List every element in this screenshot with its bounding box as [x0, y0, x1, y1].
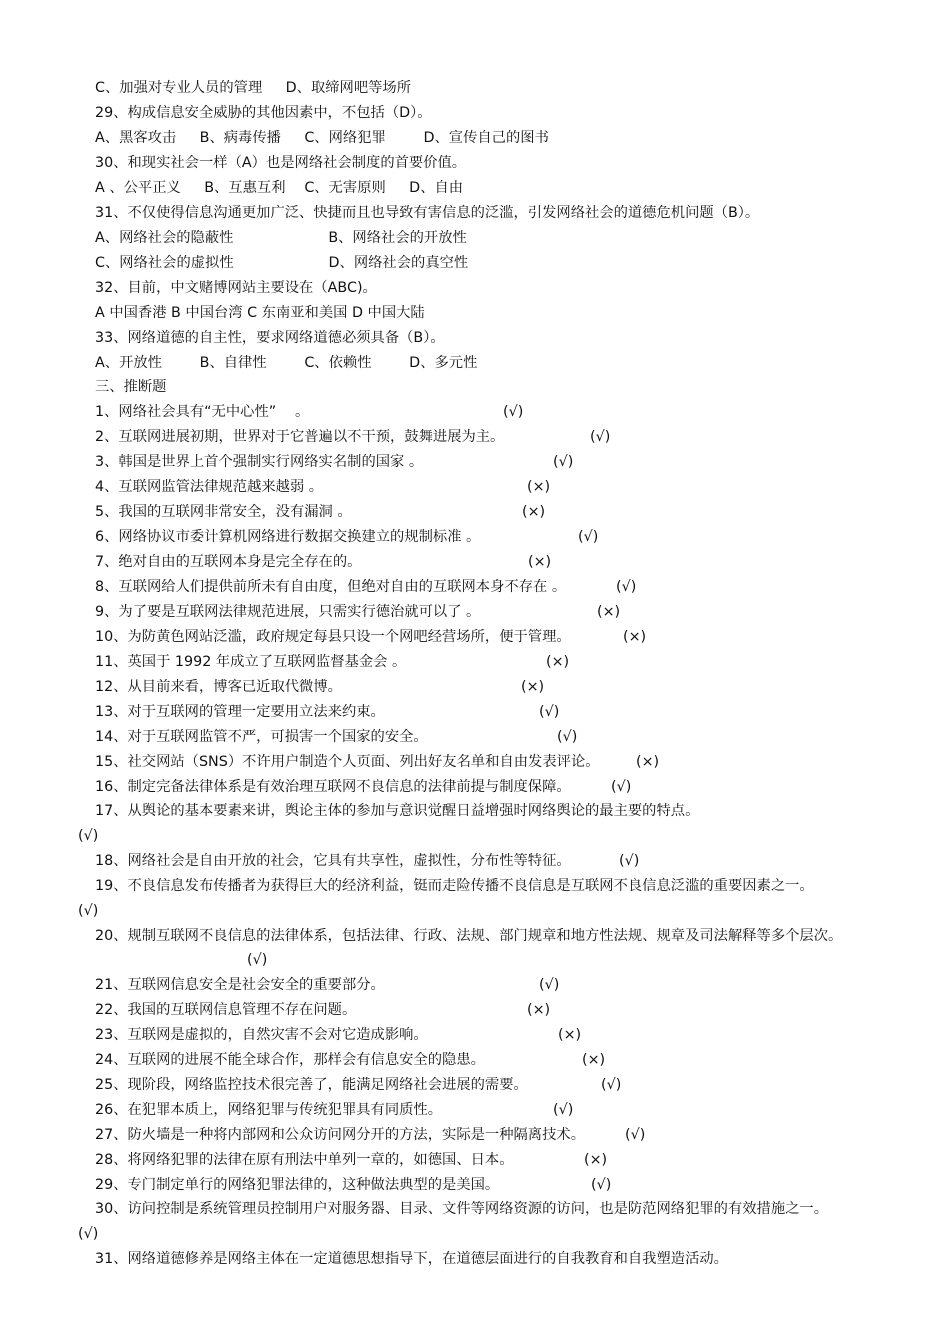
line-text: 14、对于互联网监管不严，可损害一个国家的安全。: [95, 729, 428, 745]
answer-line: [0, 1223, 950, 1245]
judgement-line: [0, 1198, 950, 1220]
line-text: 18、网络社会是自由开放的社会，它具有共享性，虚拟性，分布性等特征。: [95, 853, 571, 869]
line-text: 32、目前，中文赌博网站主要设在（ABC)。: [95, 280, 377, 296]
line-text: 11、英国于 1992 年成立了互联网监督基金会 。: [95, 654, 407, 670]
judgement-line: [0, 925, 950, 947]
line-text: A、开放性 B、自律性 C、依赖性 D、多元性: [95, 355, 478, 371]
answer-mark: (×): [584, 1152, 608, 1168]
judgement-line: [0, 601, 950, 623]
line-text: 26、在犯罪本质上，网络犯罪与传统犯罪具有同质性。: [95, 1102, 443, 1118]
line-text: 12、从目前来看，博客已近取代微博。: [95, 679, 342, 695]
line-text: 30、和现实社会一样（A）也是网络社会制度的首要价值。: [95, 155, 467, 171]
judgement-line: [0, 676, 950, 698]
line-text: 17、从舆论的基本要素来讲，舆论主体的参加与意识觉醒日益增强时网络舆论的最主要的特点。: [95, 803, 700, 819]
judgement-line: [0, 426, 950, 448]
answer-mark: (√): [591, 1177, 612, 1193]
answer-mark: (√): [619, 853, 640, 869]
judgement-line: [0, 776, 950, 798]
line-text: A、黑客攻击 B、病毒传播 C、网络犯罪 D、宣传自己的图书: [95, 130, 549, 146]
judgement-line: [0, 875, 950, 897]
answer-mark: (×): [546, 654, 570, 670]
judgement-line: [0, 1174, 950, 1196]
line-text: 25、现阶段，网络监控技术很完善了，能满足网络社会进展的需要。: [95, 1077, 528, 1093]
judgement-line: [0, 626, 950, 648]
line-text: 21、互联网信息安全是社会安全的重要部分。: [95, 977, 385, 993]
question-line: [0, 277, 950, 299]
text-line: [0, 77, 950, 99]
line-text: 24、互联网的进展不能全球合作，那样会有信息安全的隐患。: [95, 1052, 485, 1068]
answer-mark: (×): [527, 1002, 551, 1018]
answer-mark: (×): [582, 1052, 606, 1068]
question-line: [0, 152, 950, 174]
answer-mark: (×): [636, 754, 660, 770]
judgement-line: [0, 1074, 950, 1096]
answer-line: [0, 949, 950, 971]
judgement-line: [0, 701, 950, 723]
line-text: 4、互联网监管法律规范越来越弱 。: [95, 479, 324, 495]
answer-mark: (√): [539, 704, 560, 720]
answer-mark: (√): [78, 828, 99, 844]
options-line: [0, 352, 950, 374]
judgement-line: [0, 551, 950, 573]
line-text: 23、互联网是虚拟的，自然灾害不会对它造成影响。: [95, 1027, 428, 1043]
line-text: A 、公平正义 B、互惠互利 C、无害原则 D、自由: [95, 180, 464, 196]
answer-mark: (√): [503, 404, 524, 420]
judgement-line: [0, 451, 950, 473]
judgement-line: [0, 999, 950, 1021]
answer-mark: (√): [601, 1077, 622, 1093]
answer-mark: (√): [553, 1102, 574, 1118]
section-heading: [0, 376, 950, 398]
section-heading-text: 三、推断题: [95, 379, 167, 395]
line-text: 3、韩国是世界上首个强制实行网络实名制的国家 。: [95, 454, 424, 470]
answer-mark: (√): [557, 729, 578, 745]
judgement-line: [0, 476, 950, 498]
answer-mark: (√): [616, 579, 637, 595]
judgement-line: [0, 1248, 950, 1270]
judgement-line: [0, 501, 950, 523]
line-text: 29、构成信息安全威胁的其他因素中，不包括（D）。: [95, 105, 432, 121]
answer-mark: (√): [539, 977, 560, 993]
answer-mark: (×): [597, 604, 621, 620]
question-line: [0, 327, 950, 349]
answer-mark: (×): [522, 504, 546, 520]
answer-mark: (√): [590, 429, 611, 445]
line-text: 29、专门制定单行的网络犯罪法律的，这种做法典型的是美国。: [95, 1177, 500, 1193]
question-line: [0, 202, 950, 224]
judgement-line: [0, 726, 950, 748]
line-text: C、加强对专业人员的管理 D、取缔网吧等场所: [95, 80, 412, 96]
line-text: 1、网络社会具有“无中心性” 。: [95, 404, 310, 420]
line-text: A 中国香港 B 中国台湾 C 东南亚和美国 D 中国大陆: [95, 305, 425, 321]
judgement-line: [0, 751, 950, 773]
answer-mark: (×): [528, 554, 552, 570]
line-text: 15、社交网站（SNS）不许用户制造个人页面、列出好友名单和自由发表评论。: [95, 754, 600, 770]
answer-mark: (√): [78, 903, 99, 919]
line-text: 28、将网络犯罪的法律在原有刑法中单列一章的，如德国、日本。: [95, 1152, 514, 1168]
answer-mark: (×): [521, 679, 545, 695]
line-text: 9、为了要是互联网法律规范进展，只需实行德治就可以了 。: [95, 604, 481, 620]
line-text: 16、制定完备法律体系是有效治理互联网不良信息的法律前提与制度保障。: [95, 779, 571, 795]
line-text: 7、绝对自由的互联网本身是完全存在的。: [95, 554, 362, 570]
judgement-line: [0, 651, 950, 673]
answer-mark: (√): [247, 952, 268, 968]
line-text: 31、不仅使得信息沟通更加广泛、快捷而且也导致有害信息的泛滥，引发网络社会的道德危机问题（B）。: [95, 205, 760, 221]
line-text: 22、我国的互联网信息管理不存在问题。: [95, 1002, 357, 1018]
options-line: [0, 252, 950, 274]
answer-mark: (√): [553, 454, 574, 470]
line-text: 13、对于互联网的管理一定要用立法来约束。: [95, 704, 385, 720]
line-text: 19、不良信息发布传播者为获得巨大的经济利益，铤而走险传播不良信息是互联网不良信息泛滥的重要因素之一。: [95, 878, 814, 894]
answer-mark: (√): [611, 779, 632, 795]
answer-mark: (×): [623, 629, 647, 645]
judgement-line: [0, 1049, 950, 1071]
answer-mark: (√): [78, 1226, 99, 1242]
judgement-line: [0, 974, 950, 996]
line-text: A、网络社会的隐蔽性 B、网络社会的开放性: [95, 230, 467, 246]
judgement-line: [0, 1149, 950, 1171]
answer-mark: (√): [578, 529, 599, 545]
answer-mark: (√): [625, 1127, 646, 1143]
answer-mark: (×): [527, 479, 551, 495]
line-text: 33、网络道德的自主性，要求网络道德必须具备（B）。: [95, 330, 445, 346]
options-line: [0, 177, 950, 199]
judgement-line: [0, 1099, 950, 1121]
answer-mark: (×): [558, 1027, 582, 1043]
line-text: 6、网络协议市委计算机网络进行数据交换建立的规制标准 。: [95, 529, 481, 545]
options-line: [0, 127, 950, 149]
judgement-line: [0, 1024, 950, 1046]
line-text: 27、防火墙是一种将内部网和公众访问网分开的方法，实际是一种隔离技术。: [95, 1127, 585, 1143]
line-text: 2、互联网进展初期，世界对于它普遍以不干预，鼓舞进展为主。: [95, 429, 505, 445]
line-text: C、网络社会的虚拟性 D、网络社会的真空性: [95, 255, 469, 271]
judgement-line: [0, 850, 950, 872]
judgement-line: [0, 401, 950, 423]
answer-line: [0, 900, 950, 922]
options-line: [0, 227, 950, 249]
line-text: 30、访问控制是系统管理员控制用户对服务器、目录、文件等网络资源的访问，也是防范网络犯罪的有效措施之一。: [95, 1201, 829, 1217]
line-text: 10、为防黄色网站泛滥，政府规定每县只设一个网吧经营场所，便于管理。: [95, 629, 571, 645]
line-text: 20、规制互联网不良信息的法律体系，包括法律、行政、法规、部门规章和地方性法规、规章及司法解释等多个层次。: [95, 928, 843, 944]
judgement-line: [0, 526, 950, 548]
judgement-line: [0, 800, 950, 822]
line-text: 8、互联网给人们提供前所未有自由度，但绝对自由的互联网本身不存在 。: [95, 579, 567, 595]
question-line: [0, 102, 950, 124]
judgement-line: [0, 576, 950, 598]
options-line: [0, 302, 950, 324]
judgement-line: [0, 1124, 950, 1146]
answer-line: [0, 825, 950, 847]
line-text: 5、我国的互联网非常安全，没有漏洞 。: [95, 504, 352, 520]
line-text: 31、网络道德修养是网络主体在一定道德思想指导下，在道德层面进行的自我教育和自我塑造活动。: [95, 1251, 728, 1267]
